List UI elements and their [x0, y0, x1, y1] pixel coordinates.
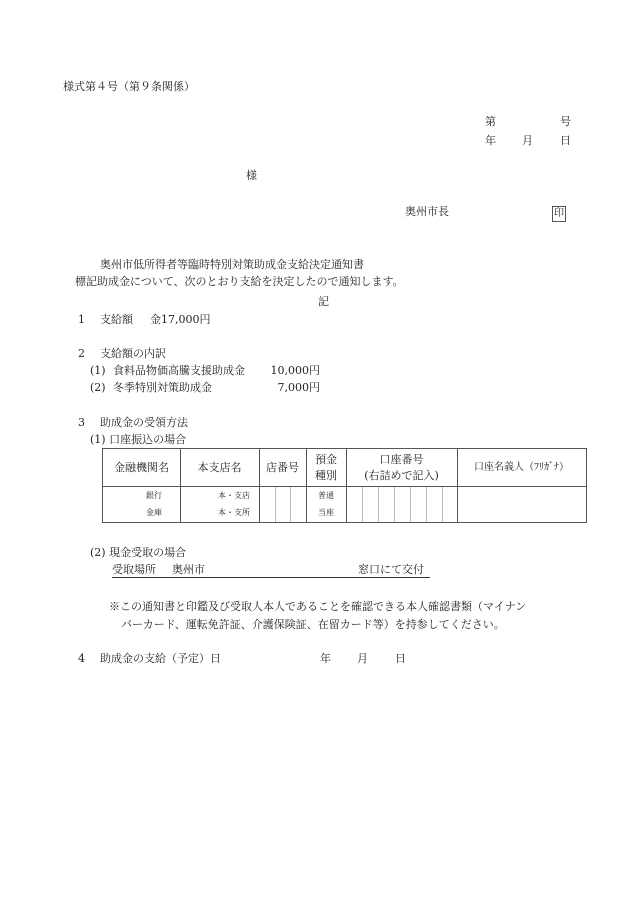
table-header-divider [103, 486, 586, 487]
header-branch-number: 店番号 [266, 461, 299, 474]
section3-num: 3 [78, 416, 85, 429]
section2-item1-label: 食料品物価高騰支援助成金 [113, 364, 245, 377]
header-account-holder: 口座名義人（ﾌﾘｶﾞﾅ） [474, 462, 569, 473]
intro-text: 標記助成金について、次のとおり支給を決定したので通知します。 [75, 275, 404, 288]
section2-item1-num: (1) [90, 364, 106, 377]
pickup-label: 受取場所 [112, 563, 156, 576]
header-deposit-type-1: 預金 [315, 453, 337, 466]
section2-item2-amount: 7,000円 [277, 381, 320, 394]
deposit-type-current: 当座 [318, 508, 334, 517]
section4-month: 月 [357, 652, 368, 665]
section4-num: 4 [78, 652, 85, 665]
bank-type-shinkin: 金庫 [146, 508, 162, 517]
section3-sub2: (2) 現金受取の場合 [90, 546, 187, 559]
date-day: 日 [560, 134, 571, 147]
branch-type-2: 本・支所 [218, 508, 250, 517]
addressee-suffix: 様 [246, 169, 257, 182]
section2-item2-label: 冬季特別対策助成金 [113, 381, 212, 394]
branch-digit-divider [290, 487, 291, 522]
header-deposit-type-2: 種別 [315, 469, 337, 482]
account-digit-divider [362, 487, 363, 522]
note-line1: ※この通知書と印鑑及び受取人本人であることを確認できる本人確認書類（マイナン [109, 600, 527, 613]
section1-label: 支給額 [100, 313, 133, 326]
section4-year: 年 [320, 652, 331, 665]
seal-mark: 印 [552, 206, 566, 222]
date-month: 月 [522, 134, 533, 147]
header-account-number-2: (右詰めで記入) [364, 469, 439, 482]
bank-account-table [102, 448, 587, 523]
pickup-city: 奥州市 [172, 563, 205, 576]
header-branch-name: 本支店名 [197, 461, 242, 474]
section3-label: 助成金の受領方法 [100, 416, 188, 429]
section1-num: 1 [78, 313, 85, 326]
section1-value: 金17,000円 [150, 313, 211, 326]
form-label: 様式第４号（第９条関係） [63, 80, 195, 93]
bank-type-bank: 銀行 [146, 491, 162, 500]
section2-label: 支給額の内訳 [100, 347, 166, 360]
account-digit-divider [442, 487, 443, 522]
section4-label: 助成金の支給（予定）日 [100, 652, 221, 665]
doc-number-dai: 第 [485, 115, 496, 128]
pickup-underline [112, 577, 430, 578]
account-digit-divider [378, 487, 379, 522]
section2-item2-num: (2) [90, 381, 106, 394]
header-account-number-1: 口座番号 [379, 453, 424, 466]
header-bank-name: 金融機関名 [114, 461, 169, 474]
date-year: 年 [485, 134, 496, 147]
account-digit-divider [426, 487, 427, 522]
ki-label: 記 [318, 295, 329, 308]
pickup-method: 窓口にて交付 [358, 563, 424, 576]
issuer: 奥州市長 [405, 205, 449, 218]
section3-sub1: (1) 口座振込の場合 [90, 433, 187, 446]
section4-day: 日 [395, 652, 406, 665]
section2-item1-amount: 10,000円 [270, 364, 320, 377]
account-digit-divider [410, 487, 411, 522]
deposit-type-ordinary: 普通 [318, 491, 334, 500]
branch-digit-divider [275, 487, 276, 522]
branch-type-1: 本・支店 [218, 491, 250, 500]
note-line2: バーカード、運転免許証、介護保険証、在留カード等）を持参してください。 [121, 618, 505, 631]
doc-number-go: 号 [560, 115, 571, 128]
section2-num: 2 [78, 347, 85, 360]
document-title: 奥州市低所得者等臨時特別対策助成金支給決定通知書 [100, 258, 364, 271]
account-digit-divider [394, 487, 395, 522]
